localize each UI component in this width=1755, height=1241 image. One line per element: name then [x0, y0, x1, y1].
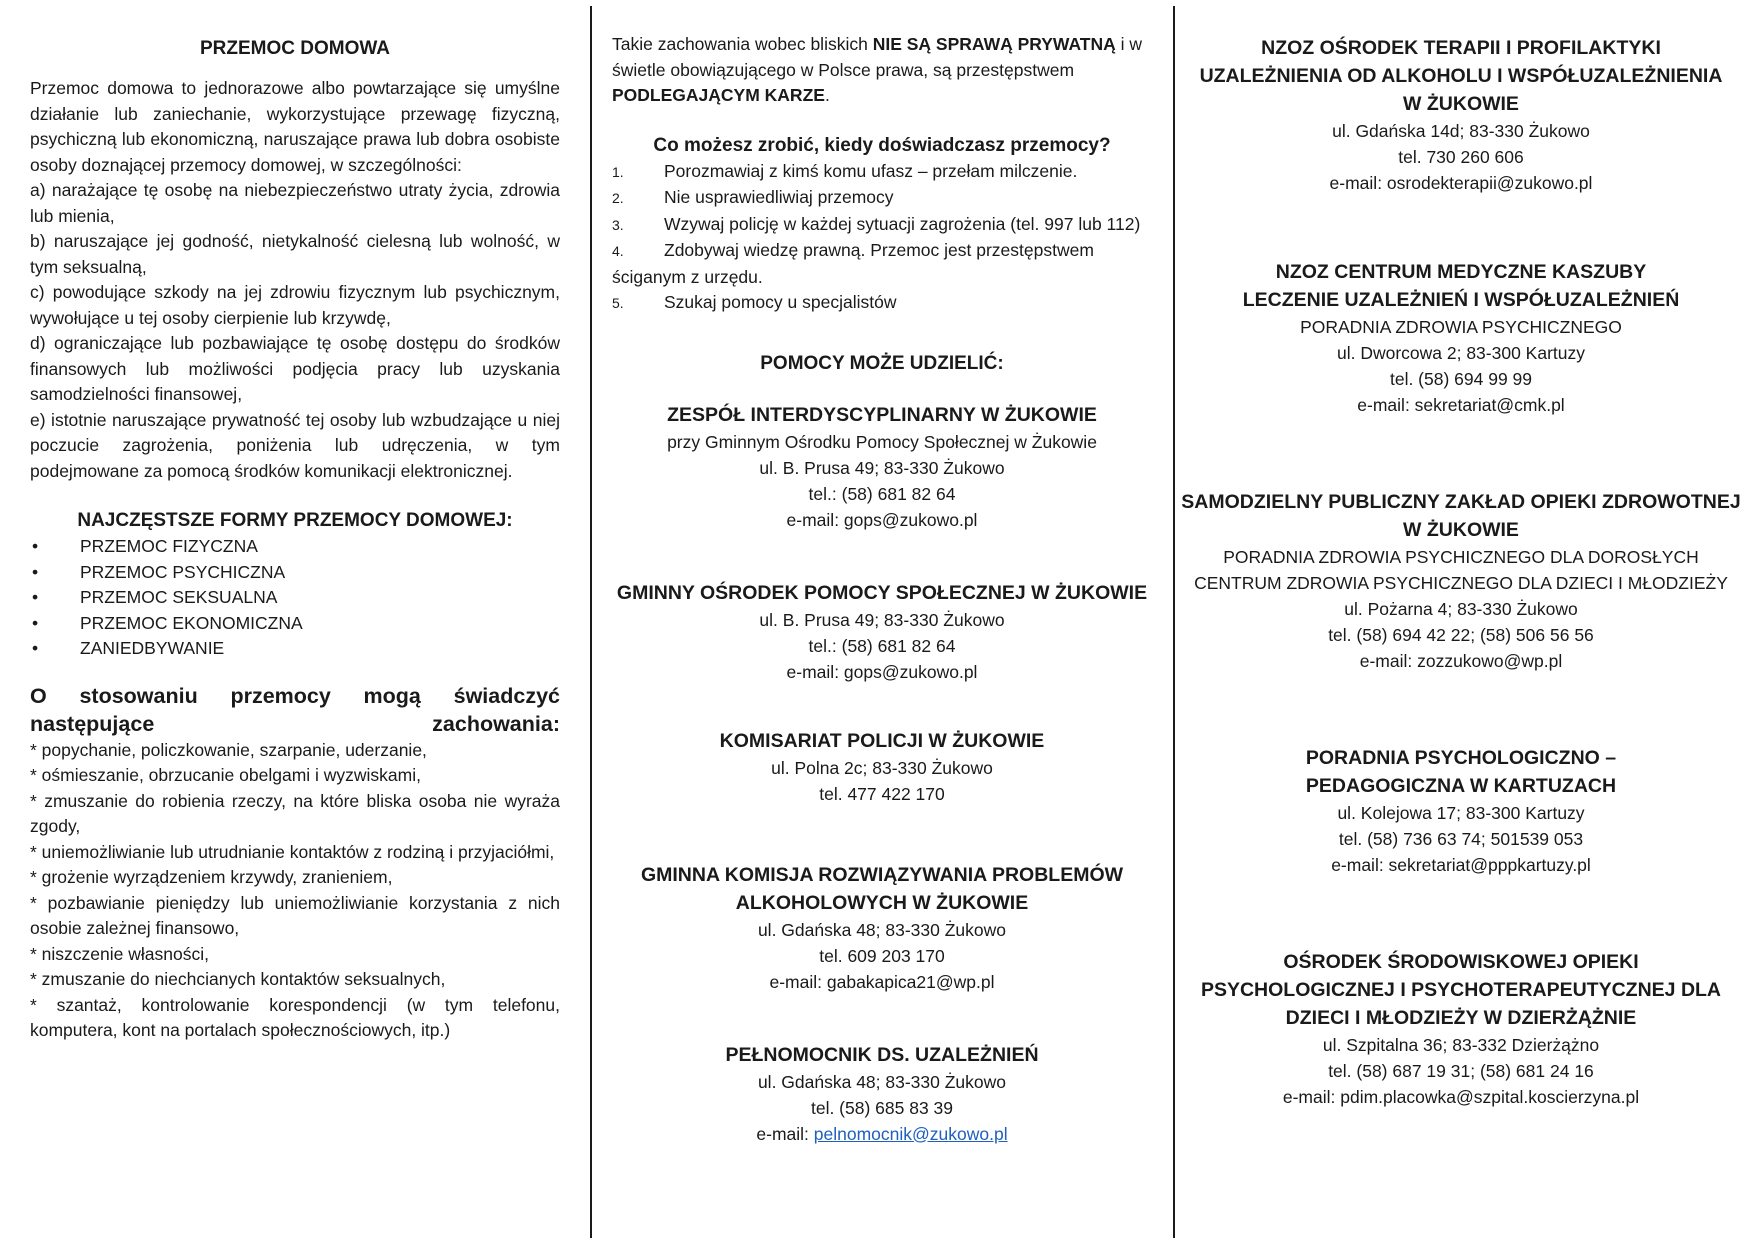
org-address: ul. Pożarna 4; 83-330 Żukowo — [1344, 599, 1578, 619]
org-address: ul. Gdańska 14d; 83-330 Żukowo — [1332, 121, 1590, 141]
org-addiction-officer — [612, 1041, 1152, 1147]
forms-title: NAJCZĘSTSZE FORMY PRZEMOCY DOMOWEJ: — [77, 510, 513, 531]
step-text: Wzywaj policję w każdej sytuacji zagrożenia (tel. 997 lub 112) — [664, 213, 1141, 234]
list-item: • ZANIEDBYWANIE — [30, 636, 560, 662]
org-address: ul. B. Prusa 49; 83-330 Żukowo — [759, 609, 1005, 630]
org-name: GMINNA KOMISJA ROZWIĄZYWANIA PROBLEMÓW ALKOHOLOWYCH W ŻUKOWIE — [640, 863, 1124, 914]
org-name: KOMISARIAT POLICJI W ŻUKOWIE — [719, 729, 1045, 752]
list-item — [612, 159, 1152, 186]
definition-point-e: e) istotnie naruszające prywatność tej osoby lub wzbudzające u niej poczucie zagrożenia, poniżenia lub udręczenia, w tym podejmowane za pomocą środków komunikacji elektronicznej. — [30, 409, 560, 481]
org-name: NZOZ CENTRUM MEDYCZNE KASZUBY LECZENIE UZALEŻNIEŃ I WSPÓŁUZALEŻNIEŃ — [1242, 261, 1680, 311]
steps-list — [612, 159, 1152, 317]
list-item — [612, 212, 1152, 239]
org-spzoz-zukowo — [1181, 488, 1741, 674]
step-number: 1. — [612, 163, 624, 180]
behaviours-title: O stosowaniu przemocy mogą świadczyć następujące zachowania: — [30, 683, 560, 736]
step-text: Porozmawiaj z kimś komu ufasz – przełam milczenie. — [664, 160, 1078, 181]
org-email: e-mail: gabakapica21@wp.pl — [769, 971, 995, 992]
org-note: przy Gminnym Ośrodku Pomocy Społecznej w Żukowie — [667, 431, 1097, 452]
list-item: • PRZEMOC EKONOMICZNA — [30, 611, 560, 637]
definition-point-a: a) narażające tę osobę na niebezpieczeństwo utraty życia, zdrowia lub mienia, — [30, 180, 560, 226]
behaviour-item: * szantaż, kontrolowanie korespondencji (w tym telefonu, komputera, kont na portalach społecznościowych, itp.) — [30, 994, 560, 1040]
column-therapy-centres — [1181, 34, 1741, 1110]
step-number: 2. — [612, 190, 624, 206]
org-address: ul. Dworcowa 2; 83-300 Kartuzy — [1336, 343, 1586, 363]
org-ppp-kartuzy — [1186, 744, 1736, 878]
step-number: 3. — [612, 216, 624, 233]
org-email: e-mail: gops@zukowo.pl — [786, 661, 978, 682]
behaviour-item: * popychanie, policzkowanie, szarpanie, uderzanie, — [30, 739, 427, 760]
behaviour-item: * zmuszanie do robienia rzeczy, na które bliska osoba nie wyraża zgody, — [30, 790, 560, 836]
org-phone: tel. 730 260 606 — [1398, 147, 1524, 167]
org-phone: tel. (58) 694 42 22; (58) 506 56 56 — [1328, 625, 1594, 645]
help-title: POMOCY MOŻE UDZIELIĆ: — [760, 352, 1004, 374]
org-phone: tel. (58) 685 83 39 — [810, 1097, 954, 1118]
column-help-options — [612, 32, 1152, 1147]
org-name: OŚRODEK ŚRODOWISKOWEJ OPIEKI PSYCHOLOGICZNEJ I PSYCHOTERAPEUTYCZNEJ DLA DZIECI I MŁODZIEŻY W DZIERŻĄŻNIE — [1200, 951, 1722, 1029]
org-department: PORADNIA ZDROWIA PSYCHICZNEGO — [1300, 317, 1622, 337]
list-item — [612, 185, 1152, 212]
org-address: ul. Gdańska 48; 83-330 Żukowo — [757, 1071, 1007, 1092]
org-email: e-mail: gops@zukowo.pl — [786, 509, 978, 530]
intro-part: i w świetle obowiązującego w Polsce prawa, są przestępstwem — [612, 34, 1143, 80]
org-department: CENTRUM ZDROWIA PSYCHICZNEGO DLA DZIECI I MŁODZIEŻY — [1194, 573, 1728, 593]
org-address: ul. Gdańska 48; 83-330 Żukowo — [757, 919, 1007, 940]
behaviour-item: * zmuszanie do niechcianych kontaktów seksualnych, — [30, 969, 446, 989]
step-text: Zdobywaj wiedzę prawną. Przemoc jest przestępstwem ściganym z urzędu. — [612, 240, 1094, 287]
org-address: ul. B. Prusa 49; 83-330 Żukowo — [759, 457, 1005, 478]
org-phone: tel.: (58) 681 82 64 — [808, 635, 956, 656]
column-divider-right — [1173, 6, 1175, 1238]
intro-part: Takie zachowania wobec bliskich — [612, 34, 873, 54]
org-therapy-centre-zukowo — [1186, 34, 1736, 196]
intro-emphasis-private: NIE SĄ SPRAWĄ PRYWATNĄ — [872, 34, 1116, 54]
org-address: ul. Kolejowa 17; 83-300 Kartuzy — [1337, 803, 1585, 823]
org-department: PORADNIA ZDROWIA PSYCHICZNEGO DLA DOROSŁYCH — [1223, 547, 1699, 567]
list-item — [612, 290, 1152, 317]
org-email: e-mail: pdim.placowka@szpital.koscierzyna.pl — [1282, 1087, 1640, 1107]
org-gops — [612, 579, 1152, 685]
behaviour-item: * niszczenie własności, — [30, 943, 209, 964]
org-name: NZOZ OŚRODEK TERAPII I PROFILAKTYKI UZALEŻNIENIA OD ALKOHOLU I WSPÓŁUZALEŻNIENIA W ŻUKOWIE — [1199, 37, 1723, 115]
intro-emphasis-punishable: PODLEGAJĄCYM KARZE — [612, 85, 825, 105]
forms-list — [30, 534, 560, 662]
org-name: ZESPÓŁ INTERDYSCYPLINARNY W ŻUKOWIE — [667, 403, 1097, 426]
step-number: 5. — [612, 295, 624, 311]
org-email: e-mail: sekretariat@cmk.pl — [1357, 395, 1565, 415]
behaviour-item: * uniemożliwianie lub utrudnianie kontaktów z rodziną i przyjaciółmi, — [30, 841, 555, 862]
intro-text — [612, 32, 1152, 109]
org-phone: tel. (58) 694 99 99 — [1389, 369, 1533, 389]
org-phone: tel.: (58) 681 82 64 — [808, 483, 956, 504]
list-item — [612, 238, 1152, 290]
column-divider-left — [590, 6, 592, 1238]
definition-point-b: b) naruszające jej godność, nietykalność cielesną lub wolność, w tym seksualną, — [30, 231, 560, 277]
org-dzierzazno-centre — [1186, 948, 1736, 1110]
org-phone: tel. 609 203 170 — [819, 945, 945, 966]
org-email: e-mail: osrodekterapii@zukowo.pl — [1329, 173, 1593, 193]
step-text: Nie usprawiedliwiaj przemocy — [664, 187, 894, 207]
org-police — [612, 727, 1152, 807]
intro-part: . — [824, 85, 830, 105]
org-email — [612, 1121, 1152, 1147]
step-number: 4. — [612, 243, 624, 259]
org-alcohol-commission — [612, 861, 1152, 995]
email-label: e-mail: — [756, 1123, 814, 1144]
email-link[interactable]: pelnomocnik@zukowo.pl — [813, 1123, 1008, 1144]
definition-point-d: d) ograniczające lub pozbawiające tę osobę dostępu do środków finansowych lub możliwości podjęcia pracy lub uzyskania samodzielności finansowej, — [30, 333, 560, 404]
list-item: • PRZEMOC SEKSUALNA — [30, 585, 560, 611]
what-can-you-do-title: Co możesz zrobić, kiedy doświadczasz przemocy? — [653, 134, 1111, 156]
definition-text: Przemoc domowa to jednorazowe albo powtarzające się umyślne działanie lub zaniechanie, wykorzystujące przewagę fizyczną, psychiczną lub ekonomiczną, naruszające prawa lub dobra osobiste osoby doznającej przemocy domowej, w szczególności: — [30, 78, 560, 175]
org-interdisciplinary-team — [612, 401, 1152, 533]
list-item: • PRZEMOC FIZYCZNA — [30, 534, 560, 560]
behaviour-item: * grożenie wyrządzeniem krzywdy, zranieniem, — [30, 867, 393, 887]
org-address: ul. Polna 2c; 83-330 Żukowo — [771, 757, 993, 778]
behaviour-item: * ośmieszanie, obrzucanie obelgami i wyzwiskami, — [30, 765, 421, 785]
org-name: PORADNIA PSYCHOLOGICZNO – PEDAGOGICZNA W KARTUZACH — [1305, 747, 1617, 797]
org-name: PEŁNOMOCNIK DS. UZALEŻNIEŃ — [725, 1043, 1039, 1066]
definition-point-c: c) powodujące szkody na jej zdrowiu fizycznym lub psychicznym, wywołujące u tej osoby cierpienie lub krzywdę, — [30, 282, 560, 328]
section-title-domestic-violence: PRZEMOC DOMOWA — [200, 38, 390, 59]
org-cmk-kaszuby — [1186, 258, 1736, 418]
org-email: e-mail: sekretariat@pppkartuzy.pl — [1331, 855, 1591, 875]
behaviour-item: * pozbawianie pieniędzy lub uniemożliwianie korzystania z nich osobie zależnej finansowo, — [30, 892, 560, 938]
org-name: GMINNY OŚRODEK POMOCY SPOŁECZNEJ W ŻUKOWIE — [616, 581, 1148, 604]
org-phone: tel. (58) 736 63 74; 501539 053 — [1338, 829, 1584, 849]
org-phone: tel. 477 422 170 — [819, 783, 945, 804]
org-address: ul. Szpitalna 36; 83-332 Dzierżążno — [1322, 1035, 1600, 1055]
org-name: SAMODZIELNY PUBLICZNY ZAKŁAD OPIEKI ZDROWOTNEJ W ŻUKOWIE — [1181, 491, 1741, 541]
list-item: • PRZEMOC PSYCHICZNA — [30, 560, 560, 586]
org-email: e-mail: zozzukowo@wp.pl — [1359, 651, 1563, 671]
step-text: Szukaj pomocy u specjalistów — [664, 292, 897, 312]
column-domestic-violence — [30, 36, 560, 1044]
org-phone: tel. (58) 687 19 31; (58) 681 24 16 — [1328, 1061, 1594, 1081]
